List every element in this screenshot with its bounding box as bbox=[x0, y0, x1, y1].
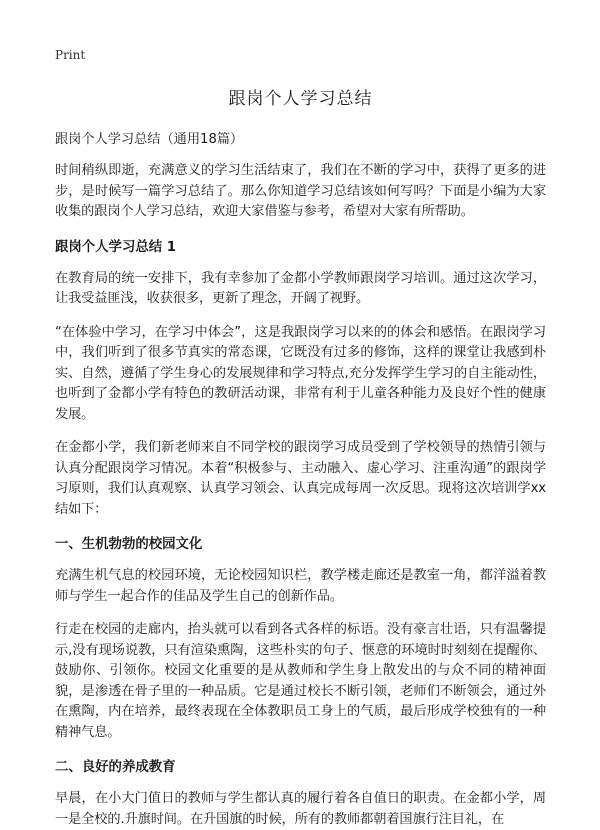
document-subtitle: 跟岗个人学习总结（通用18篇） bbox=[55, 132, 244, 147]
page-title: 跟岗个人学习总结 bbox=[228, 89, 373, 109]
campus-culture-paragraph-1: 充满生机气息的校园环境，无论校园知识栏，教学楼走廊还是教室一角，都洋溢着教师与学生一起合作的佳品及学生自己的创新作品。 bbox=[55, 568, 546, 604]
section1-paragraph-1: 在教育局的统一安排下，我有幸参加了金都小学教师跟岗学习培训。通过这次学习，让我受益匪浅，收获很多，更新了理念，开阔了视野。 bbox=[55, 270, 546, 306]
campus-culture-paragraph-2: 行走在校园的走廊内，抬头就可以看到各式各样的标语。没有豪言壮语，只有温馨提示,没有现场说教，只有渲染熏陶，这些朴实的句子、惬意的环境时时刻刻在提醒你、鼓励你、引领你。校园文化重要的是从教师和学生身上散发出的与众不同的精神面貌，是渗透在骨子里的一种品质。它是通过校长不断引领，老师们不断领会，通过外在熏陶，内在培养，最终表现在全体教职员工身上的气质，最后形成学校独有的一种精神气息。 bbox=[55, 622, 546, 740]
section-heading-1: 跟岗个人学习总结 1 bbox=[55, 239, 177, 255]
section1-paragraph-3: 在金都小学，我们新老师来自不同学校的跟岗学习成员受到了学校领导的热情引领与认真分配跟岗学习情况。本着“积极参与、主动融入、虚心学习、注重沟通”的跟岗学习原则，我们认真观察、认真学习领会、认真完成每周一次反思。现将这次培训学xx结如下： bbox=[55, 440, 546, 517]
section1-paragraph-2: “在体验中学习，在学习中体会”，这是我跟岗学习以来的的体会和感悟。在跟岗学习中，我们听到了很多节真实的常态课，它既没有过多的修饰，这样的课堂让我感到朴实、自然，遵循了学生身心的发展规律和学习特点,充分发挥学生学习的自主能动性，也听到了金都小学有特色的教研活动课，非常有利于儿童各种能力及良好个性的健康发展。 bbox=[55, 324, 546, 422]
habit-education-paragraph-1: 早晨，在小大门值日的教师与学生都认真的履行着各自值日的职责。在金都小学，周一是全校的.升旗时间。在升国旗的时候，所有的教师都朝着国旗行注目礼，在 bbox=[55, 791, 546, 827]
intro-paragraph: 时间稍纵即逝，充满意义的学习生活结束了，我们在不断的学习中，获得了更多的进步，是时候写一篇学习总结了。那么你知道学习总结该如何写吗？下面是小编为大家收集的跟岗个人学习总结，欢迎大家借鉴与参考，希望对大家有所帮助。 bbox=[55, 163, 546, 219]
subheading-campus-culture: 一、生机勃勃的校园文化 bbox=[55, 537, 203, 552]
subheading-habit-education: 二、良好的养成教育 bbox=[55, 760, 176, 775]
print-link[interactable]: Print bbox=[55, 48, 86, 62]
